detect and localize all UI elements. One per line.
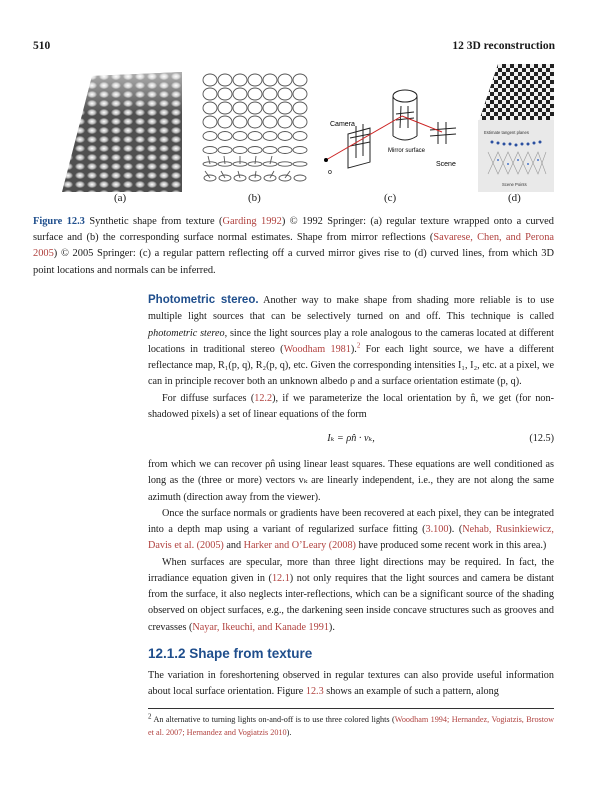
citation-link[interactable]: Nehab, Rusinkiewicz, Davis et al. (2005) bbox=[148, 524, 554, 552]
panel-d-reflection-image bbox=[478, 64, 554, 192]
text-run: shows an example of such a pattern, along bbox=[323, 686, 499, 698]
paragraph bbox=[148, 391, 554, 424]
text-run: Once the surface normals or gradients have been recovered at each pixel, they can be integrated into a depth map using a variant of regularized surface fitting ( bbox=[148, 507, 554, 535]
text-run: have produced some recent work in this area.) bbox=[355, 540, 547, 552]
footnote-number: 2 bbox=[148, 712, 152, 721]
panel-a-label: (a) bbox=[114, 192, 127, 204]
text-run: and bbox=[223, 540, 244, 552]
figure-caption bbox=[33, 214, 554, 279]
panel-c-camera-label: Camera bbox=[330, 121, 355, 128]
equation-link[interactable]: 12.2 bbox=[254, 392, 273, 404]
text-run: Another way to make shape from shading more reliable is to use multiple light sources that can be selectively turned on and off. This technique is called bbox=[148, 295, 555, 323]
equation-expression: Iₖ = ρn̂ · vₖ, bbox=[327, 433, 375, 444]
panel-d-bottom-label: Scene Points bbox=[502, 182, 527, 187]
panel-c-mirror-diagram bbox=[318, 72, 468, 192]
footnote-marker[interactable]: 2 bbox=[356, 341, 361, 350]
text-run: For diffuse surfaces ( bbox=[162, 392, 255, 404]
text-run: An alternative to turning lights on-and-off is to use three colored lights ( bbox=[151, 715, 395, 724]
paragraph bbox=[148, 292, 554, 391]
body-text bbox=[148, 292, 554, 701]
caption-text: ) © 1992 Springer: (a) regular texture wrapped onto a curved surface and (b) the corresponding surface normal estimates. Shape from mirror reflections ( bbox=[33, 216, 554, 244]
panel-c-label: (c) bbox=[384, 192, 397, 204]
text-run: ). bbox=[286, 728, 292, 737]
caption-text: Synthetic shape from texture ( bbox=[89, 216, 223, 227]
text-run: from which we can recover ρn̂ using linear least squares. These equations are well conditioned as long as the (three or more) vectors vₖ are linearly independent, i.e., they are not along the same azimuth (direction away from the viewer). bbox=[148, 459, 554, 503]
emphasis: photometric stereo bbox=[148, 327, 225, 339]
footnote bbox=[148, 708, 554, 739]
paragraph-heading: Photometric stereo. bbox=[148, 294, 259, 306]
text-run: ). ( bbox=[448, 524, 463, 535]
panel-d-top-label: Estimate tangent planes bbox=[484, 130, 529, 135]
panel-c-mirror-label: Mirror surface bbox=[388, 148, 426, 154]
figure-link[interactable]: 12.3 bbox=[305, 686, 324, 698]
panel-c-origin-label: o bbox=[328, 169, 332, 176]
text-run: ). bbox=[350, 343, 357, 355]
text-run: , since the light sources play a role analogous to the cameras located at different locations in traditional stereo ( bbox=[148, 327, 554, 355]
citation-link[interactable]: Garding 1992 bbox=[222, 216, 282, 227]
paragraph bbox=[148, 555, 554, 636]
text-run: ), if we parameterize the local orientation by n̂, we get (for non-shadowed pixels) a set of linear equations of the form bbox=[148, 392, 554, 420]
paragraph bbox=[148, 668, 554, 701]
panel-b-label: (b) bbox=[248, 192, 261, 204]
page-number: 510 bbox=[33, 40, 51, 52]
citation-link[interactable]: Nayar, Ikeuchi, and Kanade 1991 bbox=[192, 621, 329, 633]
caption-label: Figure 12.3 bbox=[33, 216, 85, 227]
panel-a-texture-image bbox=[62, 72, 182, 192]
panel-b-normals-plot bbox=[200, 72, 310, 192]
paragraph bbox=[148, 506, 554, 555]
panel-c-scene-label: Scene bbox=[436, 161, 456, 168]
text-run: When surfaces are specular, more than three light directions may be required. In fact, the irradiance equation given in ( bbox=[148, 556, 554, 584]
equation-link[interactable]: 3.100 bbox=[425, 524, 449, 535]
citation-link[interactable]: Savarese, Chen, and Perona 2005 bbox=[33, 232, 555, 260]
text-run: ) not only requires that the light sources and camera be distant from the surface, it also neglects inter-reflections, which can be a significant source of the shading observed on object surfaces, e.g., the darkening seen inside concave structures such as grooves and crevasses ( bbox=[148, 572, 554, 633]
paragraph bbox=[148, 457, 554, 506]
figure-12-3 bbox=[0, 64, 614, 214]
equation-link[interactable]: 12.1 bbox=[271, 572, 290, 584]
equation-12-5 bbox=[148, 423, 554, 457]
equation-number: (12.5) bbox=[529, 433, 554, 444]
citation-link[interactable]: Harker and O’Leary (2008) bbox=[243, 540, 356, 552]
section-heading: 12.1.2 Shape from texture bbox=[148, 645, 313, 661]
citation-link[interactable]: Woodham 1994; Hernandez, Vogiatzis, Brostow et al. 2007; Hernandez and Vogiatzis 2010 bbox=[148, 715, 555, 737]
text-run: The variation in foreshortening observed in regular textures can also provide useful information about local surface orientation. Figure bbox=[148, 670, 554, 698]
running-header: 12 3D reconstruction bbox=[452, 40, 555, 52]
citation-link[interactable]: Woodham 1981 bbox=[283, 343, 351, 355]
text-run: For each light source, we have a different reflectance map, R₁(p, q), R₂(p, q), etc. Given the corresponding intensities I₁, I₂, etc. at a pixel, we can in principle recover both an unknown albedo ρ and a surface orientation estimate (p, q). bbox=[148, 343, 554, 388]
text-run: ). bbox=[328, 621, 335, 633]
panel-d-label: (d) bbox=[508, 192, 521, 204]
caption-text: ) © 2005 Springer: (c) a regular pattern reflecting off a curved mirror gives rise to (d) curved lines, from which 3D point locations and normals can be inferred. bbox=[33, 248, 554, 276]
